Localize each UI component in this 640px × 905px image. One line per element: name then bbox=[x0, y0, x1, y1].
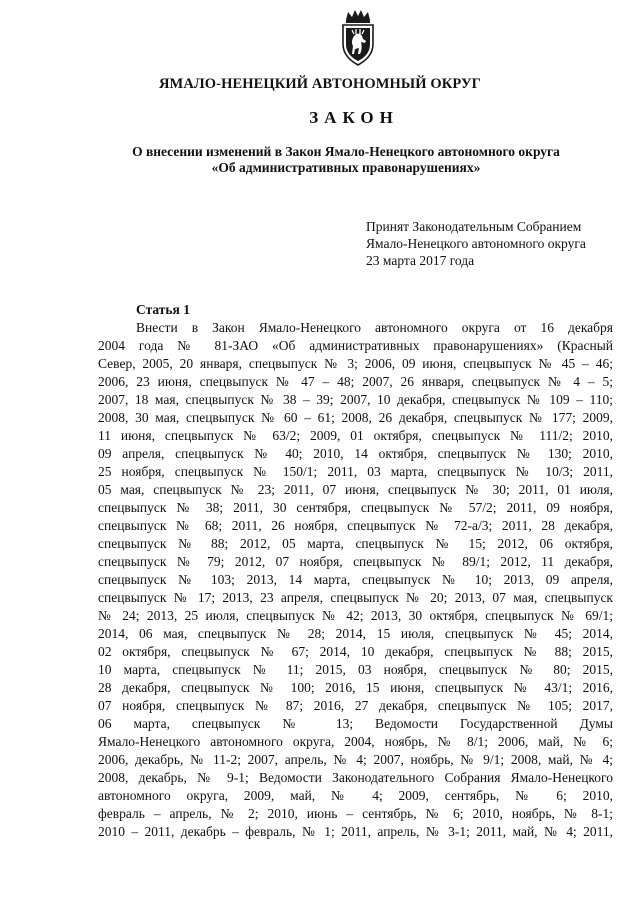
body-line: 2006, декабрь, № 11-2; 2007, апрель, № 4; 2007, ноябрь, № 9/1; 2008, май, № 4; bbox=[98, 752, 613, 767]
body-line: 2004 года № 81-ЗАО «Об административных правонарушениях» (Красный bbox=[98, 338, 613, 353]
body-line: спецвыпуск № 88; 2012, 05 марта, спецвыпуск № 15; 2012, 06 октября, bbox=[98, 536, 613, 551]
body-line: Ямало-Ненецкого автономного округа, 2004, ноябрь, № 8/1; 2006, май, № 6; bbox=[98, 734, 613, 749]
body-line: 09 апреля, спецвыпуск № 40; 2010, 14 октября, спецвыпуск № 130; 2010, bbox=[98, 446, 613, 461]
article-body bbox=[98, 319, 613, 841]
law-subject bbox=[0, 144, 640, 176]
body-line: 28 декабря, спецвыпуск № 100; 2016, 15 июня, спецвыпуск № 43/1; 2016, bbox=[98, 680, 613, 695]
body-line: Север, 2005, 20 января, спецвыпуск № 3; 2006, 09 июня, спецвыпуск № 45 – 46; bbox=[98, 356, 613, 371]
body-line: 11 июня, спецвыпуск № 63/2; 2009, 01 октября, спецвыпуск № 111/2; 2010, bbox=[98, 428, 613, 443]
body-line: 10 марта, спецвыпуск № 11; 2015, 03 ноября, спецвыпуск № 80; 2015, bbox=[98, 662, 613, 677]
body-line: спецвыпуск № 79; 2012, 07 ноября, спецвыпуск № 89/1; 2012, 11 декабря, bbox=[98, 554, 613, 569]
body-line: 2007, 18 мая, спецвыпуск № 38 – 39; 2007, 10 декабря, спецвыпуск № 109 – 110; bbox=[98, 392, 613, 407]
body-line: 06 марта, спецвыпуск № 13; Ведомости Государственной Думы bbox=[98, 716, 613, 731]
law-subject-line: О внесении изменений в Закон Ямало-Ненецкого автономного округа bbox=[132, 144, 560, 159]
body-line: № 24; 2013, 25 июля, спецвыпуск № 42; 2013, 30 октября, спецвыпуск № 69/1; bbox=[98, 608, 613, 623]
document-type: ЗАКОН bbox=[309, 108, 399, 127]
law-subject-line: «Об административных правонарушениях» bbox=[211, 160, 481, 175]
body-line: 2008, декабрь, № 9-1; Ведомости Законодательного Собрания Ямало-Ненецкого bbox=[98, 770, 613, 785]
body-line: февраль – апрель, № 2; 2010, июнь – сентябрь, № 6; 2010, ноябрь, № 8-1; bbox=[98, 806, 613, 821]
adoption-date: 23 марта 2017 года bbox=[366, 253, 475, 268]
body-line: 2014, 06 мая, спецвыпуск № 28; 2014, 15 июля, спецвыпуск № 45; 2014, bbox=[98, 626, 613, 641]
body-line: 2006, 23 июня, спецвыпуск № 47 – 48; 2007, 26 января, спецвыпуск № 4 – 5; bbox=[98, 374, 613, 389]
body-line: спецвыпуск № 38; 2011, 30 сентября, спецвыпуск № 57/2; 2011, 09 ноября, bbox=[98, 500, 613, 515]
body-line: 02 октября, спецвыпуск № 67; 2014, 10 декабря, спецвыпуск № 88; 2015, bbox=[98, 644, 613, 659]
adoption-note bbox=[366, 218, 586, 269]
body-line: 05 мая, спецвыпуск № 23; 2011, 07 июня, спецвыпуск № 30; 2011, 01 июля, bbox=[98, 482, 613, 497]
body-line: спецвыпуск № 17; 2013, 23 апреля, спецвыпуск № 20; 2013, 07 мая, спецвыпуск bbox=[98, 590, 613, 605]
coat-of-arms-icon bbox=[338, 8, 378, 68]
body-line: 07 ноября, спецвыпуск № 87; 2016, 27 декабря, спецвыпуск № 105; 2017, bbox=[98, 698, 613, 713]
adoption-line: Ямало-Ненецкого автономного округа bbox=[366, 236, 586, 251]
body-line: автономного округа, 2009, май, № 4; 2009, сентябрь, № 6; 2010, bbox=[98, 788, 613, 803]
adoption-line: Принят Законодательным Собранием bbox=[366, 219, 582, 234]
article-heading: Статья 1 bbox=[136, 302, 190, 317]
region-title: ЯМАЛО-НЕНЕЦКИЙ АВТОНОМНЫЙ ОКРУГ bbox=[158, 76, 482, 92]
body-line: 2010 – 2011, декабрь – февраль, № 1; 2011, апрель, № 3-1; 2011, май, № 4; 2011, bbox=[98, 824, 613, 839]
body-line: спецвыпуск № 103; 2013, 14 марта, спецвыпуск № 10; 2013, 09 апреля, bbox=[98, 572, 613, 587]
body-line: Внести в Закон Ямало-Ненецкого автономного округа от 16 декабря bbox=[136, 320, 613, 335]
body-line: 25 ноября, спецвыпуск № 150/1; 2011, 03 марта, спецвыпуск № 10/3; 2011, bbox=[98, 464, 613, 479]
body-line: 2008, 30 мая, спецвыпуск № 60 – 61; 2008, 26 декабря, спецвыпуск № 177; 2009, bbox=[98, 410, 613, 425]
body-line: спецвыпуск № 68; 2011, 26 ноября, спецвыпуск № 72-а/3; 2011, 28 декабря, bbox=[98, 518, 613, 533]
